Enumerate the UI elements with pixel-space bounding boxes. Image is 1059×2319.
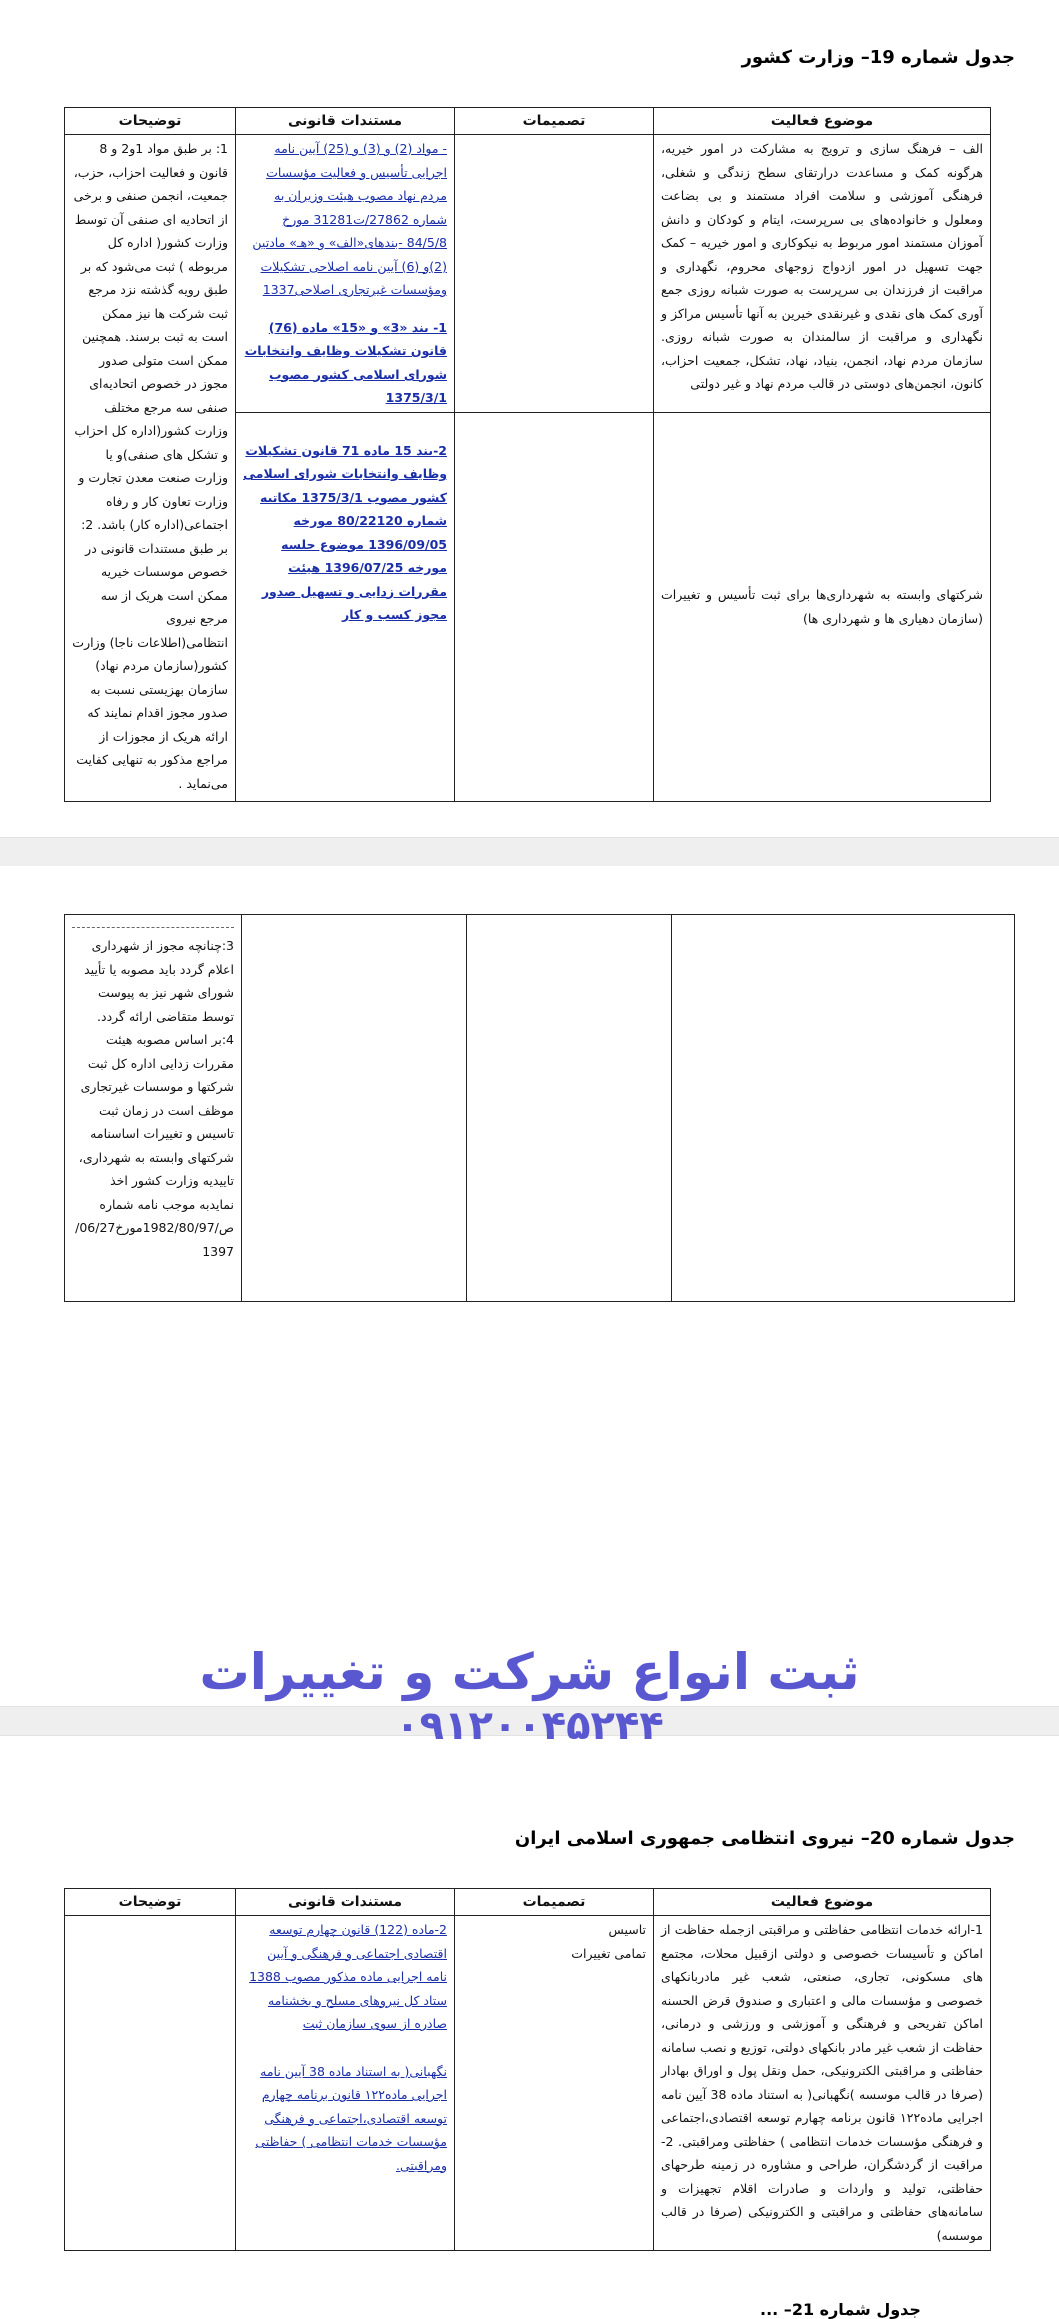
table-row [65,915,1015,1302]
header-decisions: تصمیمات [455,108,654,135]
notes-cell [65,1916,236,2251]
header-decisions: تصمیمات [455,1889,654,1916]
legal-link-2[interactable]: 1- بند «3» و «15» ماده (76) قانون تشکیلات وظایف وانتخابات شورای اسلامی کشور مصوب 1375/3/1 [244,319,447,405]
watermark-phone: ۰۹۱۲۰۰۴۵۲۴۴ [395,1703,664,1749]
table-header-row [65,1889,991,1916]
activity-cell [654,135,991,413]
legal-link-3[interactable]: 2-بند 15 ماده 71 قانون تشکیلات وظایف وانتخابات شورای اسلامی کشور مصوب 1375/3/1 مکاتبه شماره 80/22120 مورخه 1396/09/05 موضوع جلسه مورخه 1396/07/25 هیئت مقررات زدایی و تسهیل صدور مجوز کسب و کار [243,442,447,622]
table-row [65,135,991,413]
decisions-cell [455,135,654,413]
page-1 [0,0,1059,830]
dashed-divider [72,927,234,928]
section-19-title: جدول شماره 19– وزارت کشور [741,47,1015,68]
legal-link-1[interactable]: - مواد (2) و (3) و (25) آیین نامه اجرایی تأسیس و فعالیت مؤسسات مردم نهاد مصوب هیئت وزیران به شماره 27862/ت31281 مورخ 84/5/8 -بندهای«الف» و «هـ» مادتین (2)و (6) آیین نامه اصلاحی تشکیلات ومؤسسات غیرتجاری اصلاحی1337 [252,141,447,297]
legal-cell-cont [242,915,467,1302]
decision-all-changes: تمامی تغییرات [571,1945,646,1961]
legal-link-2[interactable]: نگهبانی( به استناد ماده 38 آیین نامه اجرایی ماده۱۲۲ قانون برنامه چهارم توسعه اقتصادی،اجتماعی و فرهنگی مؤسسات خدمات انتظامی ) حفاظتی ومراقبتی. [255,2063,447,2173]
page-2 [0,866,1059,1706]
notes-cell-cont [65,915,242,1302]
decision-establish: تاسیس [608,1922,646,1937]
decisions-cell-cont [467,915,672,1302]
activity-cell-cont [672,915,1015,1302]
decisions-cell [455,1916,654,2251]
page-3 [0,1752,1059,2319]
notes-text: 1: بر طبق مواد 1و2 و 8 قانون و فعالیت احزاب، حزب، جمعیت، انجمن صنفی و برخی از اتحادیه ای صنفی آن توسط وزارت کشور( اداره کل مربوطه ) ثبت می‌شود که بر طبق رویه گذشته نزد مرجع ثبت شرکت ها نیز ممکن است به ثبت برسند. همچنین ممکن است متولی صدور مجوز در خصوص اتحادیه‌ای صنفی سه مرجع مختلف وزارت کشور(اداره کل احزاب و تشکل های صنفی)و یا وزارت صنعت معدن تجارت و وزارت تعاون کار و رفاه اجتماعی(اداره کار) باشد. 2: بر طبق مستندات قانونی در خصوص موسسات خیریه ممکن است هریک از سه مرجع نیروی انتظامی(اطلاعات ناجا) وزارت کشور(سازمان مردم نهاد) سازمان بهزیستی نسبت به صدور مجوز اقدام نمایند که ارائه هریک از مجوزات از مراجع مذکور به تنهایی کفایت می‌نماید . [72,141,228,791]
watermark-title: ثبت انواع شرکت و تغییرات [199,1643,860,1701]
header-notes: توضیحات [65,108,236,135]
section-21-title-peek: جدول شماره 21– ... [760,2300,921,2319]
header-activity: موضوع فعالیت [654,1889,991,1916]
legal-cell-2 [236,412,455,801]
legal-link-1[interactable]: 2-ماده (122) قانون چهارم توسعه اقتصادی اجتماعی و فرهنگی و آیین نامه اجرایی ماده مذکور مصوب 1388 ستاد کل نیروهای مسلح و بخشنامه صادره از سوی سازمان ثبت [249,1922,447,2031]
legal-cell [236,135,455,413]
activity-cell [654,1916,991,2251]
table-header-row [65,108,991,135]
activity-text-2: شرکتهای وابسته به شهرداری‌ها برای ثبت تأسیس و تغییرات (سازمان دهیاری ها و شهرداری ها) [661,587,983,626]
activity-text: 1-ارائه خدمات انتظامی حفاظتی و مراقبتی ازجمله حفاظت از اماکن و تأسیسات خصوصی و دولتی ازقبیل محلات، مجتمع های مسکونی، تجاری، صنعتی، شعب غیر مادربانکهای خصوصی و مؤسسات مالی و اعتباری و صندوق قرض الحسنه اماکن تفریحی و فرهنگی و آموزشی و ورزشی و درمانی، حفاظت از شعب غیر مادر بانکهای دولتی، توزیع و نصب سامانه حفاظتی و مراقبتی الکترونیکی، حمل ونقل پول و اوراق بهادار (صرفا در قالب موسسه )نگهبانی( به استناد ماده 38 آیین نامه اجرایی ماده۱۲۲ قانون برنامه چهارم توسعه اقتصادی،اجتماعی و فرهنگی مؤسسات خدمات انتظامی ) حفاظتی ومراقبتی. 2- مراقبت از گردشگران، طراحی و مشاوره در زمینه طرحهای حفاظتی، تولید و واردات و صادرات اقلام تجهیزات و سامانه‌های حفاظتی و مراقبتی و الکترونیکی (صرفا در قالب موسسه) [661,1922,983,2243]
header-legal: مستندات قانونی [236,1889,455,1916]
notes-cell [65,135,236,802]
page-separator [0,837,1059,867]
section-19-table [64,107,991,802]
section-19-table-continued [64,914,1015,1302]
header-legal: مستندات قانونی [236,108,455,135]
legal-cell [236,1916,455,2251]
notes-text-cont: 3:چنانچه مجوز از شهرداری اعلام گردد باید مصوبه یا تأیید شورای شهر نیز به پیوست توسط متقاضی ارائه گردد. 4:بر اساس مصوبه هیئت مقررات زدایی اداره کل ثبت شرکتها و موسسات غیرتجاری موظف است در زمان ثبت تاسیس و تغییرات اساسنامه شرکتهای وابسته به شهرداری، تاییدیه وزارت کشور اخذ نمایدبه موجب نامه شماره ص/1982/80/97مورخ06/27/ 1397 [75,938,234,1259]
activity-cell-2 [654,412,991,801]
section-20-title: جدول شماره 20– نیروی انتظامی جمهوری اسلامی ایران [514,1828,1015,1849]
section-20-table [64,1888,991,2251]
table-row [65,1916,991,2251]
decisions-cell-2 [455,412,654,801]
header-activity: موضوع فعالیت [654,108,991,135]
header-notes: توضیحات [65,1889,236,1916]
activity-text-1: الف – فرهنگ سازی و ترویج به مشارکت در امور خیریه، هرگونه کمک و مساعدت درارتقای سطح زندگی و شغلی، فرهنگی آموزشی و سلامت افراد مستمند و بی بضاعت ومعلول و خانواده‌های بی سرپرست، ایتام و کودکان و دانش آموزان مستمند امور مربوط به نیکوکاری و امور خیریه – کمک جهت تسهیل در امور ازدواج زوجهای محروم، نگهداری و مراقبت از فرزندان بی سرپرست به صورت شبانه روزی جمع آوری کمک های نقدی و غیرنقدی خیرین به آنها تأسیس مراکز و نگهداری و مراقبت از سالمندان به صورت شبانه روزی. سازمان مردم نهاد، انجمن، بنیاد، نهاد، تشکل، جمعیت احزاب، کانون، انجمن‌های دوستی در قالب مردم نهاد و غیر دولتی [661,141,983,391]
